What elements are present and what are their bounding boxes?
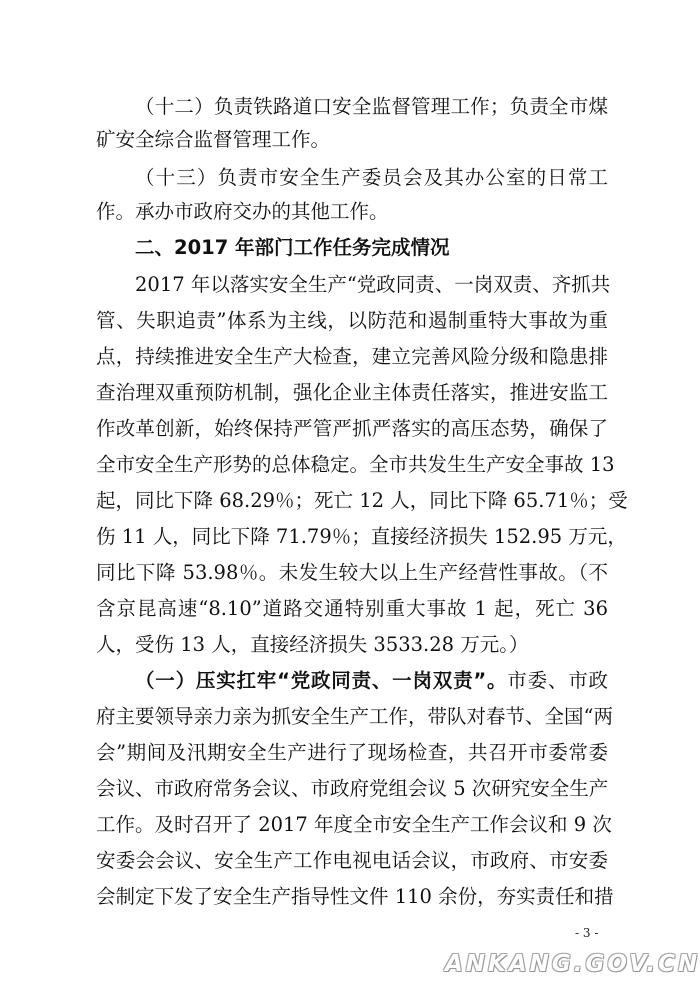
item-13-line-2: 作。承办市政府交办的其他工作。	[96, 200, 389, 223]
subsection-1-line: 府主要领导亲力亲为抓安全生产工作，带队对春节、全国“两	[96, 705, 613, 728]
subsection-1-line: 安委会会议、安全生产工作电视电话会议，市政府、市安委	[96, 849, 608, 872]
summary-line: 查治理双重预防机制，强化企业主体责任落实，推进安监工	[96, 381, 608, 404]
site-watermark: ANKANG.GOV.CN	[445, 951, 700, 977]
item-12-line-1: （十二）负责铁路道口安全监督管理工作；负责全市煤	[135, 95, 608, 118]
section-2-heading: 二、2017 年部门工作任务完成情况	[135, 236, 450, 259]
subsection-1-heading: （一）压实扛牢“党政同责、一岗双责”。	[135, 669, 508, 692]
subsection-1-first-line	[135, 669, 608, 693]
summary-line: 同比下降 53.98％。未发生较大以上生产经营性事故。（不	[96, 561, 608, 584]
page-number: - 3 -	[575, 926, 599, 940]
subsection-1-line: 会制定下发了安全生产指导性文件 110 余份，夯实责任和措	[96, 885, 614, 908]
summary-line: 人，受伤 13 人，直接经济损失 3533.28 万元。）	[96, 633, 529, 656]
summary-line: 点，持续推进安全生产大检查，建立完善风险分级和隐患排	[96, 345, 608, 368]
summary-line: 起，同比下降 68.29％；死亡 12 人，同比下降 65.71％；受	[96, 489, 628, 512]
subsection-1-line: 会议、市政府常务会议、市政府党组会议 5 次研究安全生产	[96, 777, 609, 800]
subsection-1-line: 会”期间及汛期安全生产进行了现场检查，共召开市委常委	[96, 741, 608, 764]
summary-line: 全市安全生产形势的总体稳定。全市共发生生产安全事故 13	[96, 453, 615, 476]
summary-line: 管、失职追责”体系为主线，以防范和遏制重特大事故为重	[96, 309, 608, 332]
item-13-line-1: （十三）负责市安全生产委员会及其办公室的日常工	[135, 166, 608, 189]
summary-line: 含京昆高速“8.10”道路交通特别重大事故 1 起，死亡 36	[96, 597, 608, 620]
item-12-line-2: 矿安全综合监督管理工作。	[96, 128, 331, 151]
summary-line: 2017 年以落实安全生产“党政同责、一岗双责、齐抓共	[135, 273, 611, 296]
subsection-1-line: 工作。及时召开了 2017 年度全市安全生产工作会议和 9 次	[96, 813, 612, 836]
summary-line: 伤 11 人，同比下降 71.79％；直接经济损失 152.95 万元，	[96, 525, 627, 548]
summary-line: 作改革创新，始终保持严管严抓严落实的高压态势，确保了	[96, 417, 608, 440]
subsection-1-first-line-text: 市委、市政	[507, 669, 608, 692]
